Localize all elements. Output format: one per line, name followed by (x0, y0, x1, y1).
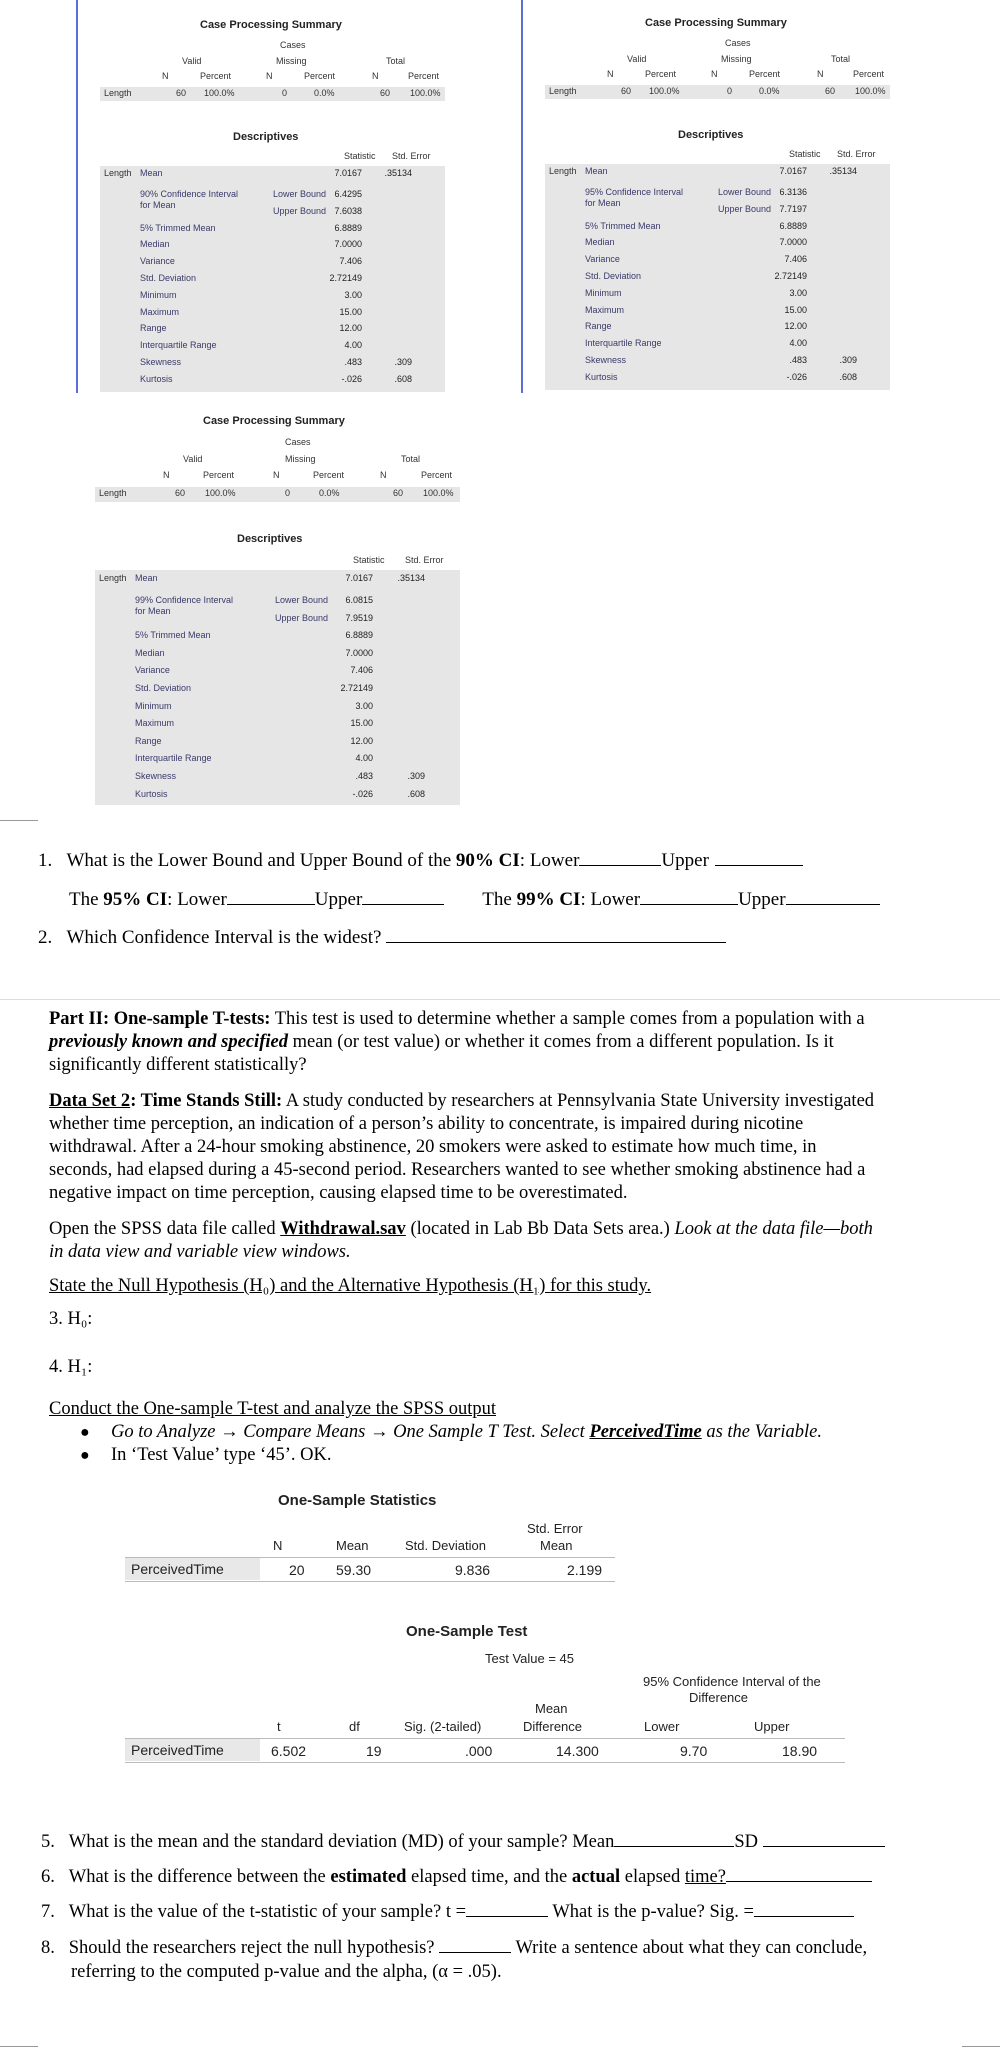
desc-statistic: 6.4295 (334, 189, 362, 199)
desc-label: Kurtosis (135, 788, 168, 799)
desc-statistic: .483 (789, 355, 807, 365)
desc-label: Range (140, 323, 167, 334)
open-file-instructions: Open the SPSS data file called Withdrawal.sav (located in Lab Bb Data Sets area.) Look at the data file—both in data view and variable view windows. (49, 1219, 873, 1262)
panel-divider-left (76, 0, 78, 393)
percent-header: Percent (645, 69, 677, 79)
stat-se: 2.199 (567, 1562, 603, 1578)
n-header: N (380, 470, 387, 480)
desc-std-error: .309 (394, 357, 412, 367)
total-header: Total (401, 454, 421, 464)
desc-label: Maximum (585, 304, 625, 315)
desc-statistic: 3.00 (789, 287, 807, 298)
percent-header: Percent (749, 69, 781, 79)
step-test-value: In ‘Test Value’ type ‘45’. OK. (111, 1445, 332, 1465)
ci-label: for Mean (135, 606, 171, 616)
ci-header: 95% Confidence Interval of the (643, 1674, 821, 1689)
percent-header: Percent (408, 71, 440, 81)
missing-header: Missing (276, 56, 307, 66)
desc-label: Maximum (140, 306, 180, 317)
row-label: Length (99, 573, 127, 583)
col-header: Mean (336, 1538, 369, 1553)
desc-label: Range (585, 321, 612, 332)
question-7: 7. What is the value of the t-statistic of your sample? t = What is the p-value? Sig. = (41, 1900, 854, 1923)
col-header: Upper (754, 1719, 790, 1734)
state-hypotheses: State the Null Hypothesis (H₀) and the Alternative Hypothesis (H₁) for this study. (49, 1276, 652, 1296)
table-rule (125, 1762, 845, 1763)
desc-statistic: 6.8889 (779, 220, 807, 231)
valid-percent: 100.0% (205, 488, 236, 498)
desc-std-error: .309 (839, 355, 857, 365)
desc-std-error: .608 (394, 373, 412, 384)
desc-statistic: 6.8889 (345, 630, 373, 641)
stat-mean: 59.30 (336, 1562, 372, 1578)
desc-std-error: .608 (839, 371, 857, 382)
cases-header: Cases (285, 437, 311, 447)
desc-label: Minimum (585, 287, 622, 298)
desc-statistic: 12.00 (339, 323, 362, 334)
ci-lower-label: Lower Bound (275, 595, 329, 605)
n-header: N (163, 470, 170, 480)
one-sample-test (125, 1617, 845, 1767)
desc-label: Std. Deviation (135, 683, 192, 693)
descriptives-title: Descriptives (678, 129, 744, 141)
question-8: 8. Should the researchers reject the null hypothesis? Write a sentence about what they can conclude, (41, 1938, 868, 1958)
col-header: N (273, 1538, 283, 1553)
ci-label: 95% Confidence Interval (585, 187, 684, 197)
test-mean-diff: 14.300 (556, 1743, 599, 1759)
desc-label: Skewness (140, 357, 182, 367)
desc-label: Median (135, 647, 165, 658)
row-label: Length (549, 166, 577, 176)
ci-upper-label: Upper Bound (718, 203, 772, 214)
total-header: Total (386, 56, 406, 66)
panel-divider-right (521, 0, 523, 393)
question-3: 3. H₀: (49, 1309, 93, 1329)
desc-label: Interquartile Range (135, 753, 212, 764)
desc-statistic: -.026 (341, 373, 362, 384)
ci-label: 99% Confidence Interval (135, 595, 234, 605)
spss-output-90 (100, 14, 445, 394)
desc-statistic: 2.72149 (774, 271, 807, 281)
desc-label: Kurtosis (140, 373, 173, 384)
ci-label: for Mean (140, 200, 176, 210)
conduct-test: Conduct the One-sample T-test and analyze the SPSS output (49, 1399, 497, 1419)
valid-header: Valid (183, 454, 203, 464)
statistic-header: Statistic (344, 151, 376, 161)
desc-label: Std. Deviation (140, 273, 197, 283)
missing-header: Missing (285, 454, 316, 464)
statistic-header: Statistic (789, 149, 821, 159)
spss-output-99 (95, 410, 460, 805)
total-percent: 100.0% (410, 88, 441, 98)
desc-label: Kurtosis (585, 371, 618, 382)
desc-label: Median (140, 239, 170, 250)
desc-statistic: 7.406 (350, 665, 373, 676)
col-header: Lower (644, 1719, 680, 1734)
ci-lower-label: Lower Bound (718, 187, 772, 197)
one-sample-statistics (125, 1486, 615, 1596)
stat-n: 20 (289, 1562, 305, 1578)
desc-label: 5% Trimmed Mean (140, 222, 216, 233)
desc-std-error: .608 (407, 788, 425, 799)
percent-header: Percent (203, 470, 235, 480)
valid-percent: 100.0% (204, 88, 235, 98)
case-processing-title: Case Processing Summary (203, 415, 345, 427)
descriptives-title: Descriptives (233, 131, 299, 143)
statistic-header: Statistic (353, 555, 385, 565)
data-set-2: Data Set 2: Time Stands Still: A study conducted by researchers at Pennsylvania State University investigated whether time perception, an indication of a person’s ability to concentrate, is impaired during nicotine withdrawal. After a 24-hour smoking abstinence, 20 smokers were asked to estimate how much time, in seconds, had elapsed during a 45-second period. Researchers wanted to see whether smoking abstinence had a negative impact on time perception, causing elapsed time to be overestimated. (49, 1091, 875, 1203)
question-6: 6. What is the difference between the estimated elapsed time, and the actual elapsed time? (41, 1865, 872, 1888)
desc-label: Median (585, 237, 615, 248)
cases-header: Cases (280, 40, 306, 50)
desc-label: Minimum (135, 700, 172, 711)
question-1-cont: The 95% CI: Lower Upper The 99% CI: Lower Upper (69, 888, 880, 911)
stat-sd: 9.836 (455, 1562, 491, 1578)
desc-label: Interquartile Range (585, 338, 662, 349)
missing-n: 0 (285, 488, 291, 498)
row-label: Length (549, 86, 577, 96)
desc-std-error: .35134 (397, 573, 425, 583)
n-header: N (273, 470, 280, 480)
test-sig: .000 (465, 1743, 493, 1759)
std-error-header: Std. Error (405, 555, 444, 565)
desc-statistic: 15.00 (350, 718, 373, 729)
total-header: Total (831, 54, 851, 64)
total-percent: 100.0% (855, 86, 886, 96)
desc-statistic: 3.00 (355, 700, 373, 711)
section-divider (0, 999, 1000, 1000)
col-header: Mean (535, 1701, 568, 1716)
desc-label: Skewness (585, 355, 627, 365)
test-df: 19 (366, 1743, 382, 1759)
part2-intro: Part II: One-sample T-tests: This test is used to determine whether a sample comes from a population with a previously known and specified mean (or test value) or whether it comes from a different population. Is it significantly different statistically? (49, 1009, 865, 1075)
missing-percent: 0.0% (314, 88, 335, 98)
valid-n: 60 (176, 88, 187, 98)
row-label: Length (99, 488, 127, 498)
desc-statistic: 7.0000 (345, 647, 373, 658)
desc-statistic: 6.3136 (779, 187, 807, 197)
desc-statistic: 4.00 (344, 340, 362, 351)
std-error-header: Std. Error (392, 151, 431, 161)
row-label: PerceivedTime (125, 1558, 260, 1580)
col-header: t (277, 1719, 281, 1734)
descriptives-title: Descriptives (237, 533, 303, 545)
n-header: N (162, 71, 169, 81)
bullet-icon: ● (80, 1447, 90, 1464)
desc-statistic: 7.0167 (345, 573, 373, 583)
percent-header: Percent (421, 470, 453, 480)
total-n: 60 (825, 86, 836, 96)
margin-mark (0, 2046, 38, 2047)
desc-statistic: 12.00 (784, 321, 807, 332)
question-8-cont: referring to the computed p-value and the alpha, (α = .05). (71, 1962, 502, 1982)
n-header: N (266, 71, 273, 81)
percent-header: Percent (304, 71, 336, 81)
question-5: 5. What is the mean and the standard deviation (MD) of your sample? Mean SD (41, 1830, 885, 1853)
total-n: 60 (393, 488, 404, 498)
col-header: Sig. (2-tailed) (404, 1719, 482, 1734)
std-error-header: Std. Error (837, 149, 876, 159)
n-header: N (711, 69, 718, 79)
margin-mark (962, 2046, 1000, 2047)
ci-label: 90% Confidence Interval (140, 189, 239, 199)
valid-n: 60 (621, 86, 632, 96)
desc-statistic: 6.8889 (334, 222, 362, 233)
desc-statistic: 4.00 (789, 338, 807, 349)
desc-statistic: 7.0167 (779, 166, 807, 176)
desc-statistic: 3.00 (344, 289, 362, 300)
margin-mark (0, 820, 38, 821)
n-header: N (607, 69, 614, 79)
percent-header: Percent (200, 71, 232, 81)
desc-label: Variance (135, 665, 170, 676)
desc-label: Maximum (135, 718, 175, 729)
question-1: 1. What is the Lower Bound and Upper Bound of the 90% CI: Lower Upper (38, 849, 803, 872)
desc-label: Variance (140, 256, 175, 267)
total-n: 60 (380, 88, 391, 98)
table-rule (125, 1581, 615, 1582)
desc-statistic: 7.0167 (334, 168, 362, 178)
desc-label: Range (135, 735, 162, 746)
test-ci-lower: 9.70 (680, 1743, 708, 1759)
desc-label: Variance (585, 254, 620, 265)
col-header: Difference (523, 1719, 583, 1734)
spss-output-95 (545, 12, 890, 392)
desc-label: Mean (140, 168, 163, 178)
desc-statistic: 7.0000 (779, 237, 807, 248)
row-label: Length (104, 168, 132, 178)
missing-header: Missing (721, 54, 752, 64)
desc-std-error: .35134 (829, 166, 857, 176)
case-processing-title: Case Processing Summary (645, 17, 787, 29)
desc-statistic: -.026 (352, 788, 373, 799)
desc-statistic: 7.7197 (779, 203, 807, 214)
percent-header: Percent (313, 470, 345, 480)
desc-statistic: 7.0000 (334, 239, 362, 250)
desc-label: Std. Deviation (585, 271, 642, 281)
desc-statistic: 12.00 (350, 735, 373, 746)
case-row-shade (100, 87, 445, 101)
ci-label: for Mean (585, 198, 621, 208)
test-ci-upper: 18.90 (782, 1743, 818, 1759)
ci-header: Difference (689, 1690, 749, 1705)
valid-header: Valid (627, 54, 647, 64)
cases-header: Cases (725, 38, 751, 48)
desc-statistic: -.026 (786, 371, 807, 382)
ci-upper-label: Upper Bound (273, 205, 327, 216)
desc-statistic: 7.6038 (334, 205, 362, 216)
ci-lower-label: Lower Bound (273, 189, 327, 199)
col-header: Mean (540, 1538, 573, 1553)
missing-n: 0 (282, 88, 288, 98)
desc-statistic: 2.72149 (340, 683, 373, 693)
desc-statistic: 7.9519 (345, 612, 373, 623)
desc-statistic: 7.406 (339, 256, 362, 267)
case-processing-title: Case Processing Summary (200, 19, 342, 31)
row-label: PerceivedTime (125, 1739, 260, 1761)
missing-n: 0 (727, 86, 733, 96)
question-4: 4. H₁: (49, 1357, 93, 1377)
valid-n: 60 (175, 488, 186, 498)
test-t: 6.502 (271, 1743, 307, 1759)
valid-header: Valid (182, 56, 202, 66)
bullet-icon: ● (80, 1424, 90, 1441)
desc-statistic: .483 (355, 771, 373, 781)
desc-statistic: 15.00 (339, 306, 362, 317)
desc-label: Interquartile Range (140, 340, 217, 351)
row-label: Length (104, 88, 132, 98)
step-analyze: Go to Analyze → Compare Means → One Sample T Test. Select PerceivedTime as the Variable. (111, 1422, 822, 1442)
percent-header: Percent (853, 69, 885, 79)
desc-std-error: .35134 (384, 168, 412, 178)
table-title: One-Sample Test (406, 1623, 528, 1640)
desc-statistic: 7.406 (784, 254, 807, 265)
desc-label: Mean (585, 166, 608, 176)
desc-statistic: 2.72149 (329, 273, 362, 283)
n-header: N (817, 69, 824, 79)
col-header: Std. Deviation (405, 1538, 486, 1553)
col-header: df (349, 1719, 360, 1734)
case-row-shade (95, 487, 460, 502)
desc-statistic: 6.0815 (345, 595, 373, 605)
desc-statistic: 15.00 (784, 304, 807, 315)
test-value: Test Value = 45 (485, 1651, 575, 1666)
desc-label: Minimum (140, 289, 177, 300)
missing-percent: 0.0% (319, 488, 340, 498)
desc-label: Skewness (135, 771, 177, 781)
desc-std-error: .309 (407, 771, 425, 781)
question-2: 2. Which Confidence Interval is the widest? (38, 926, 726, 949)
total-percent: 100.0% (423, 488, 454, 498)
case-row-shade (545, 85, 890, 99)
desc-label: Mean (135, 573, 158, 583)
table-title: One-Sample Statistics (278, 1492, 437, 1509)
desc-statistic: 4.00 (355, 753, 373, 764)
valid-percent: 100.0% (649, 86, 680, 96)
ci-upper-label: Upper Bound (275, 612, 329, 623)
col-header: Std. Error (527, 1521, 583, 1536)
desc-label: 5% Trimmed Mean (135, 630, 211, 641)
n-header: N (372, 71, 379, 81)
missing-percent: 0.0% (759, 86, 780, 96)
desc-label: 5% Trimmed Mean (585, 220, 661, 231)
desc-statistic: .483 (344, 357, 362, 367)
